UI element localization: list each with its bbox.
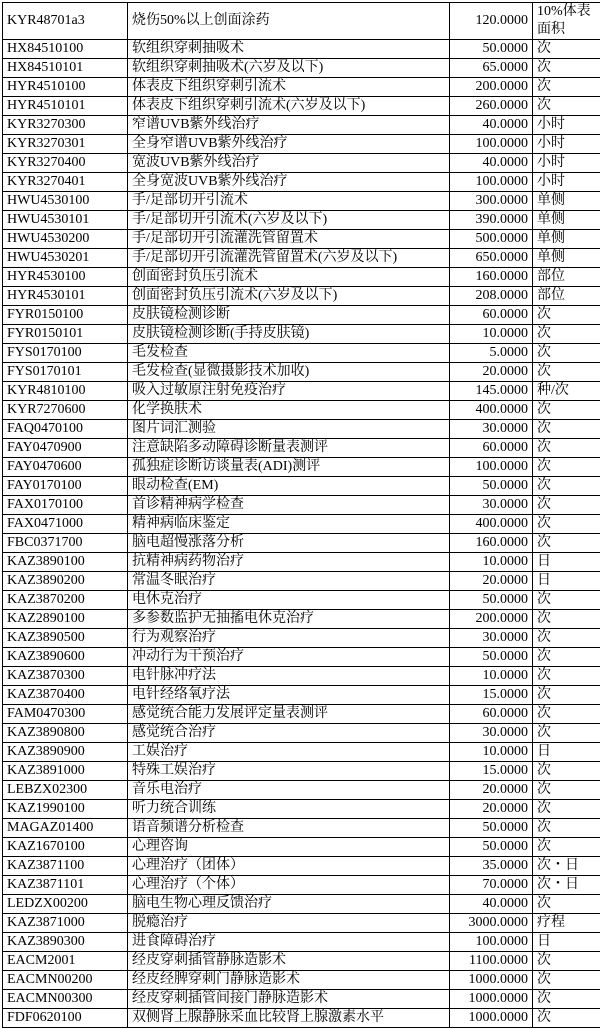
table-row [3,1009,600,1028]
item-price-cell: 50.0000 [450,591,533,610]
table-row [3,838,600,857]
item-price-cell: 400.0000 [450,401,533,420]
item-name-cell: 创面密封负压引流术(六岁及以下) [128,287,450,306]
item-code-cell: KYR3270301 [3,135,128,154]
item-price-cell: 200.0000 [450,78,533,97]
item-price-cell: 1000.0000 [450,990,533,1009]
item-name-cell: 全身宽波UVB紫外线治疗 [128,173,450,192]
table-row [3,705,600,724]
item-price-cell: 40.0000 [450,895,533,914]
item-name-cell: 音乐电治疗 [128,781,450,800]
item-code-cell: EACMN00200 [3,971,128,990]
item-code-cell: KAZ3890100 [3,553,128,572]
item-unit-cell: 小时 [533,173,600,192]
table-row [3,116,600,135]
table-row [3,40,600,59]
item-price-cell: 50.0000 [450,648,533,667]
item-name-cell: 进食障碍治疗 [128,933,450,952]
item-price-cell: 30.0000 [450,496,533,515]
item-code-cell: FAY0170100 [3,477,128,496]
item-unit-cell: 次 [533,648,600,667]
item-unit-cell: 次 [533,97,600,116]
item-code-cell: KAZ3890800 [3,724,128,743]
item-price-cell: 20.0000 [450,363,533,382]
item-code-cell: KAZ3890300 [3,933,128,952]
table-row [3,496,600,515]
item-name-cell: 电针经络氧疗法 [128,686,450,705]
item-unit-cell: 次 [533,971,600,990]
item-code-cell: FAM0470300 [3,705,128,724]
item-name-cell: 手/足部切开引流术 [128,192,450,211]
table-row [3,914,600,933]
item-price-cell: 30.0000 [450,724,533,743]
item-price-cell: 60.0000 [450,705,533,724]
item-unit-cell: 日 [533,553,600,572]
item-unit-cell: 单侧 [533,230,600,249]
table-row [3,363,600,382]
table-row [3,230,600,249]
item-price-cell: 390.0000 [450,211,533,230]
item-name-cell: 毛发检查 [128,344,450,363]
table-row [3,249,600,268]
item-name-cell: 经皮穿刺插管静脉造影术 [128,952,450,971]
table-row [3,990,600,1009]
item-price-cell: 1100.0000 [450,952,533,971]
item-name-cell: 吸入过敏原注射免疫治疗 [128,382,450,401]
item-code-cell: HX84510100 [3,40,128,59]
table-row [3,971,600,990]
table-row [3,401,600,420]
item-unit-cell: 日 [533,933,600,952]
item-code-cell: HYR4530101 [3,287,128,306]
table-row [3,876,600,895]
item-price-cell: 260.0000 [450,97,533,116]
item-price-cell: 1000.0000 [450,971,533,990]
item-name-cell: 听力统合训练 [128,800,450,819]
item-name-cell: 注意缺陷多动障碍诊断量表测评 [128,439,450,458]
item-unit-cell: 次 [533,515,600,534]
item-price-cell: 20.0000 [450,781,533,800]
item-name-cell: 眼动检查(EM) [128,477,450,496]
item-unit-cell: 次 [533,59,600,78]
item-name-cell: 体表皮下组织穿刺引流术 [128,78,450,97]
item-code-cell: FAX0471000 [3,515,128,534]
item-code-cell: KYR7270600 [3,401,128,420]
item-price-cell: 30.0000 [450,629,533,648]
item-code-cell: LEBZX02300 [3,781,128,800]
item-price-cell: 70.0000 [450,876,533,895]
item-price-cell: 15.0000 [450,762,533,781]
item-name-cell: 感觉统合治疗 [128,724,450,743]
item-name-cell: 多参数监护无抽搐电休克治疗 [128,610,450,629]
item-unit-cell: 次 [533,895,600,914]
item-code-cell: KYR3270300 [3,116,128,135]
item-code-cell: EACMN00300 [3,990,128,1009]
item-price-cell: 50.0000 [450,838,533,857]
item-price-cell: 10.0000 [450,553,533,572]
item-code-cell: KAZ3870400 [3,686,128,705]
item-unit-cell: 次 [533,439,600,458]
item-code-cell: KAZ3871101 [3,876,128,895]
item-price-cell: 10.0000 [450,667,533,686]
item-code-cell: HWU4530201 [3,249,128,268]
item-name-cell: 感觉统合能力发展评定量表测评 [128,705,450,724]
table-row [3,458,600,477]
item-code-cell: FYS0170100 [3,344,128,363]
item-unit-cell: 10%体表面积 [533,3,600,40]
item-code-cell: KAZ3891000 [3,762,128,781]
item-unit-cell: 次・日 [533,857,600,876]
item-name-cell: 软组织穿刺抽吸术 [128,40,450,59]
item-price-cell: 40.0000 [450,116,533,135]
item-unit-cell: 次 [533,420,600,439]
table-row [3,762,600,781]
item-price-cell: 300.0000 [450,192,533,211]
item-code-cell: FYR0150101 [3,325,128,344]
item-name-cell: 电针脉冲疗法 [128,667,450,686]
item-unit-cell: 次 [533,667,600,686]
table-row [3,173,600,192]
item-name-cell: 皮肤镜检测诊断(手持皮肤镜) [128,325,450,344]
fee-schedule-table [2,2,600,1028]
table-row [3,59,600,78]
table-row [3,629,600,648]
table-row [3,933,600,952]
table-row [3,515,600,534]
item-unit-cell: 次 [533,952,600,971]
item-code-cell: KYR3270401 [3,173,128,192]
item-code-cell: KAZ3870200 [3,591,128,610]
item-code-cell: HYR4530100 [3,268,128,287]
item-unit-cell: 日 [533,572,600,591]
item-unit-cell: 次 [533,705,600,724]
table-row [3,154,600,173]
item-price-cell: 3000.0000 [450,914,533,933]
table-row [3,781,600,800]
item-price-cell: 160.0000 [450,534,533,553]
table-row [3,895,600,914]
item-name-cell: 首诊精神病学检查 [128,496,450,515]
item-unit-cell: 单侧 [533,211,600,230]
item-name-cell: 宽波UVB紫外线治疗 [128,154,450,173]
table-row [3,553,600,572]
item-unit-cell: 部位 [533,268,600,287]
table-row [3,743,600,762]
table-row [3,477,600,496]
table-row [3,344,600,363]
item-name-cell: 手/足部切开引流灌洗管留置术 [128,230,450,249]
item-name-cell: 精神病临床鉴定 [128,515,450,534]
item-price-cell: 30.0000 [450,420,533,439]
item-price-cell: 15.0000 [450,686,533,705]
table-row [3,325,600,344]
item-price-cell: 100.0000 [450,458,533,477]
item-unit-cell: 次 [533,610,600,629]
item-name-cell: 常温冬眠治疗 [128,572,450,591]
item-name-cell: 孤独症诊断访谈量表(ADI)测评 [128,458,450,477]
item-code-cell: KAZ2890100 [3,610,128,629]
item-name-cell: 脑电超慢涨落分析 [128,534,450,553]
item-code-cell: MAGAZ01400 [3,819,128,838]
item-unit-cell: 次 [533,401,600,420]
item-name-cell: 心理治疗（个体） [128,876,450,895]
item-price-cell: 50.0000 [450,40,533,59]
item-unit-cell: 次 [533,325,600,344]
item-price-cell: 120.0000 [450,3,533,40]
item-unit-cell: 小时 [533,154,600,173]
item-name-cell: 工娱治疗 [128,743,450,762]
item-name-cell: 皮肤镜检测诊断 [128,306,450,325]
item-unit-cell: 次 [533,629,600,648]
item-price-cell: 100.0000 [450,135,533,154]
item-name-cell: 化学换肤术 [128,401,450,420]
table-row [3,439,600,458]
item-code-cell: HYR4510101 [3,97,128,116]
item-code-cell: HWU4530200 [3,230,128,249]
item-code-cell: KAZ3870300 [3,667,128,686]
item-unit-cell: 次 [533,819,600,838]
item-unit-cell: 单侧 [533,192,600,211]
item-name-cell: 烧伤50%以上创面涂药 [128,3,450,40]
table-row [3,857,600,876]
item-unit-cell: 日 [533,743,600,762]
item-name-cell: 创面密封负压引流术 [128,268,450,287]
item-name-cell: 体表皮下组织穿刺引流术(六岁及以下) [128,97,450,116]
item-name-cell: 脑电生物心理反馈治疗 [128,895,450,914]
item-code-cell: KAZ3890500 [3,629,128,648]
table-row [3,610,600,629]
item-price-cell: 20.0000 [450,800,533,819]
item-name-cell: 语音频谱分析检查 [128,819,450,838]
item-price-cell: 100.0000 [450,933,533,952]
item-unit-cell: 次 [533,724,600,743]
table-row [3,800,600,819]
item-name-cell: 心理咨询 [128,838,450,857]
item-code-cell: FYS0170101 [3,363,128,382]
item-price-cell: 100.0000 [450,173,533,192]
table-row [3,97,600,116]
item-unit-cell: 次 [533,496,600,515]
item-code-cell: KYR4810100 [3,382,128,401]
table-row [3,192,600,211]
item-price-cell: 35.0000 [450,857,533,876]
item-price-cell: 160.0000 [450,268,533,287]
item-unit-cell: 小时 [533,116,600,135]
item-name-cell: 抗精神病药物治疗 [128,553,450,572]
item-unit-cell: 次 [533,40,600,59]
item-price-cell: 500.0000 [450,230,533,249]
item-name-cell: 手/足部切开引流灌洗管留置术(六岁及以下) [128,249,450,268]
item-name-cell: 全身窄谱UVB紫外线治疗 [128,135,450,154]
item-price-cell: 65.0000 [450,59,533,78]
table-row [3,382,600,401]
item-code-cell: FAQ0470100 [3,420,128,439]
table-row [3,952,600,971]
item-code-cell: HX84510101 [3,59,128,78]
item-unit-cell: 单侧 [533,249,600,268]
item-unit-cell: 次 [533,534,600,553]
table-row [3,3,600,40]
table-row [3,686,600,705]
item-name-cell: 双侧肾上腺静脉采血比较肾上腺激素水平 [128,1009,450,1028]
item-code-cell: FAY0470900 [3,439,128,458]
item-code-cell: KAZ3871000 [3,914,128,933]
item-unit-cell: 次 [533,838,600,857]
table-row [3,78,600,97]
item-unit-cell: 次 [533,686,600,705]
item-unit-cell: 种/次 [533,382,600,401]
item-price-cell: 20.0000 [450,572,533,591]
item-price-cell: 200.0000 [450,610,533,629]
table-row [3,534,600,553]
table-row [3,591,600,610]
item-unit-cell: 次 [533,477,600,496]
table-row [3,667,600,686]
item-name-cell: 经皮穿刺插管间接门静脉造影术 [128,990,450,1009]
item-unit-cell: 疗程 [533,914,600,933]
item-name-cell: 特殊工娱治疗 [128,762,450,781]
item-code-cell: KAZ3871100 [3,857,128,876]
item-code-cell: KAZ3890200 [3,572,128,591]
table-row [3,819,600,838]
item-unit-cell: 部位 [533,287,600,306]
item-unit-cell: 次 [533,363,600,382]
item-unit-cell: 次 [533,762,600,781]
item-unit-cell: 次 [533,781,600,800]
item-code-cell: FAY0470600 [3,458,128,477]
item-name-cell: 心理治疗（团体） [128,857,450,876]
item-price-cell: 60.0000 [450,306,533,325]
item-unit-cell: 次・日 [533,876,600,895]
item-price-cell: 10.0000 [450,743,533,762]
item-code-cell: HWU4530100 [3,192,128,211]
item-code-cell: KAZ1670100 [3,838,128,857]
item-code-cell: FDF0620100 [3,1009,128,1028]
item-unit-cell: 次 [533,1009,600,1028]
item-code-cell: FYR0150100 [3,306,128,325]
table-row [3,572,600,591]
item-code-cell: LEDZX00200 [3,895,128,914]
item-code-cell: EACM2001 [3,952,128,971]
item-name-cell: 窄谱UVB紫外线治疗 [128,116,450,135]
item-price-cell: 650.0000 [450,249,533,268]
item-name-cell: 行为观察治疗 [128,629,450,648]
table-row [3,306,600,325]
item-code-cell: KYR3270400 [3,154,128,173]
item-price-cell: 10.0000 [450,325,533,344]
item-price-cell: 1000.0000 [450,1009,533,1028]
item-code-cell: KYR48701a3 [3,3,128,40]
table-row [3,135,600,154]
fee-table-body [3,3,600,1028]
item-name-cell: 经皮经脾穿刺门静脉造影术 [128,971,450,990]
item-unit-cell: 次 [533,344,600,363]
item-unit-cell: 次 [533,306,600,325]
item-name-cell: 图片词汇测验 [128,420,450,439]
item-code-cell: KAZ1990100 [3,800,128,819]
table-row [3,287,600,306]
item-unit-cell: 次 [533,990,600,1009]
item-price-cell: 50.0000 [450,819,533,838]
item-unit-cell: 次 [533,800,600,819]
item-code-cell: KAZ3890600 [3,648,128,667]
item-code-cell: FAX0170100 [3,496,128,515]
item-unit-cell: 次 [533,78,600,97]
item-name-cell: 毛发检查(显微摄影技术加收) [128,363,450,382]
item-unit-cell: 小时 [533,135,600,154]
table-row [3,724,600,743]
item-name-cell: 软组织穿刺抽吸术(六岁及以下) [128,59,450,78]
item-name-cell: 手/足部切开引流术(六岁及以下) [128,211,450,230]
item-price-cell: 40.0000 [450,154,533,173]
table-row [3,211,600,230]
table-row [3,420,600,439]
table-row [3,268,600,287]
item-price-cell: 5.0000 [450,344,533,363]
item-price-cell: 50.0000 [450,477,533,496]
item-price-cell: 60.0000 [450,439,533,458]
item-code-cell: KAZ3890900 [3,743,128,762]
item-price-cell: 400.0000 [450,515,533,534]
item-unit-cell: 次 [533,591,600,610]
item-name-cell: 冲动行为干预治疗 [128,648,450,667]
item-code-cell: HYR4510100 [3,78,128,97]
item-code-cell: HWU4530101 [3,211,128,230]
item-code-cell: FBC0371700 [3,534,128,553]
item-name-cell: 电休克治疗 [128,591,450,610]
item-unit-cell: 次 [533,458,600,477]
table-row [3,648,600,667]
item-price-cell: 145.0000 [450,382,533,401]
item-name-cell: 脱瘾治疗 [128,914,450,933]
item-price-cell: 208.0000 [450,287,533,306]
